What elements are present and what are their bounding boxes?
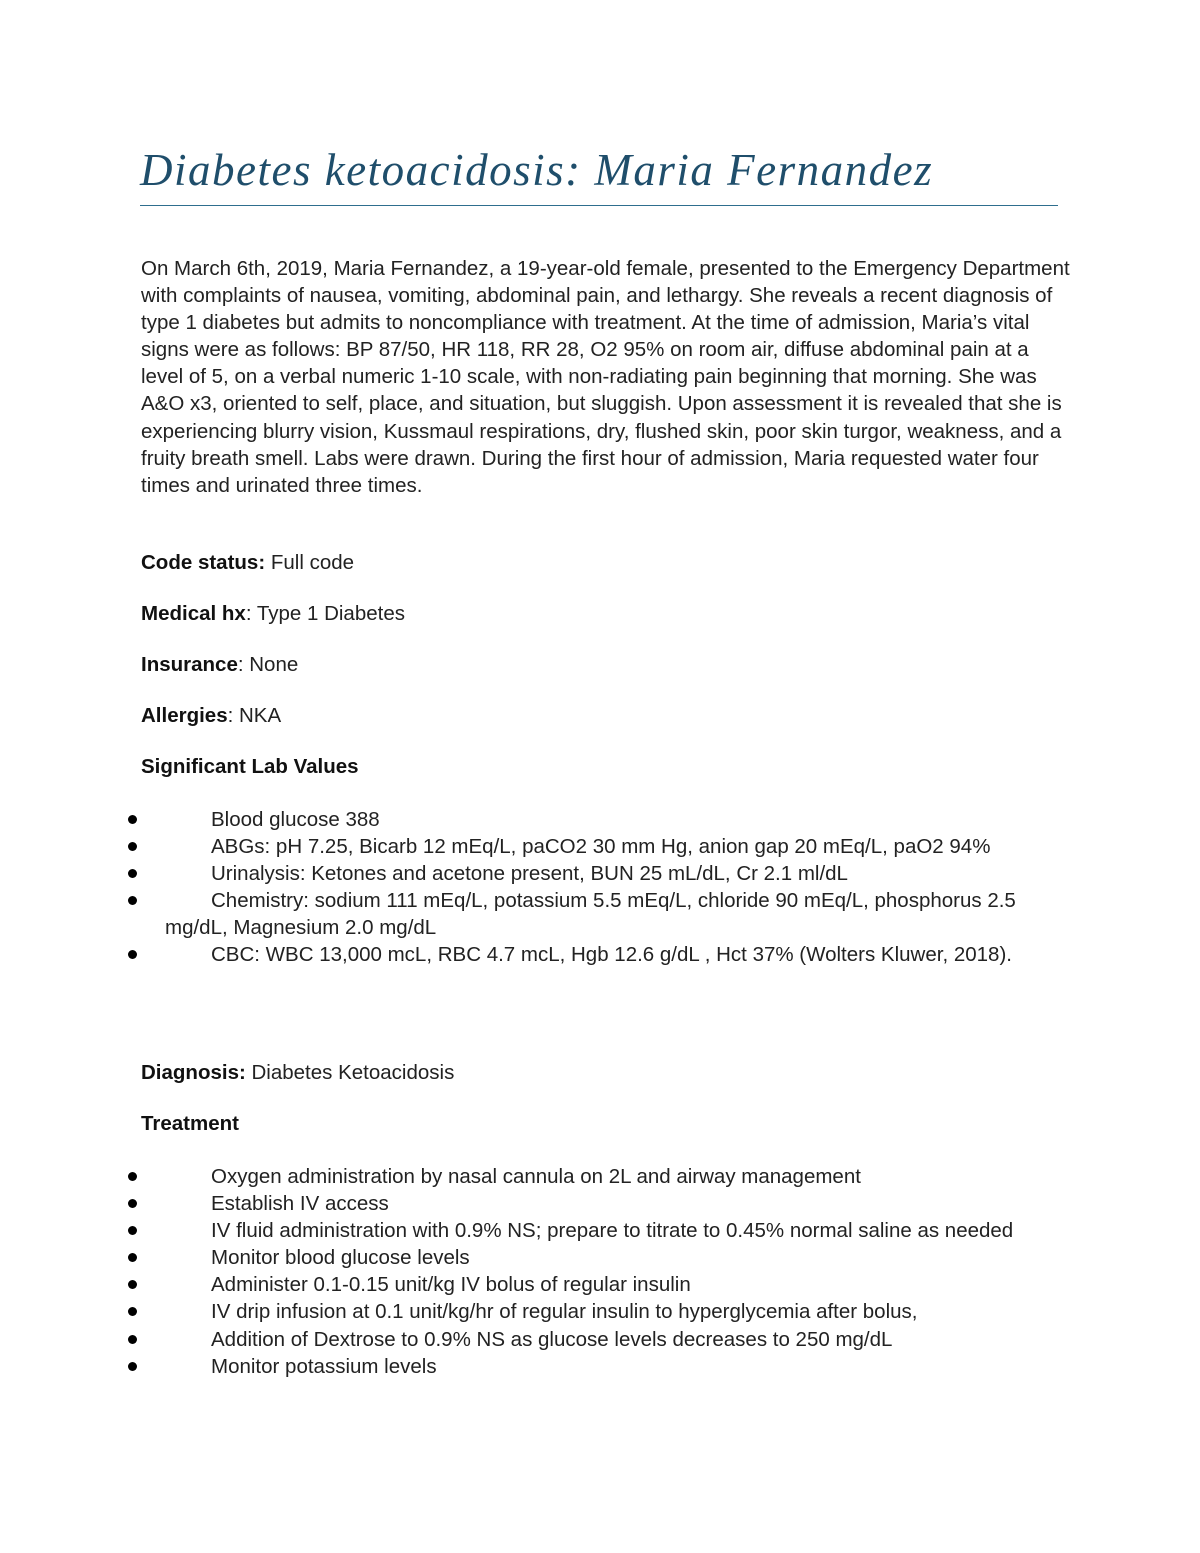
bullet-icon: [128, 1362, 137, 1371]
code-status-value: Full code: [265, 551, 355, 574]
lab-values-heading: Significant Lab Values: [141, 755, 359, 778]
list-item-text: CBC: WBC 13,000 mcL, RBC 4.7 mcL, Hgb 12.6 g/dL , Hct 37% (Wolters Kluwer, 2018).: [211, 943, 1012, 967]
medical-hx-line: [141, 600, 405, 627]
allergies-line: [141, 702, 281, 729]
bullet-icon: [128, 815, 137, 824]
bullet-icon: [128, 1307, 137, 1316]
list-item-text: Oxygen administration by nasal cannula on 2L and airway management: [211, 1165, 861, 1188]
bullet-icon: [128, 1253, 137, 1262]
list-item-text: Establish IV access: [211, 1192, 389, 1216]
list-item: [0, 1298, 1100, 1325]
list-item: [0, 806, 1100, 833]
insurance-label: Insurance: [141, 653, 238, 676]
list-item-text: Administer 0.1-0.15 unit/kg IV bolus of regular insulin: [211, 1273, 691, 1297]
list-item: [0, 833, 1100, 860]
bullet-icon: [128, 1280, 137, 1289]
list-item: [0, 1163, 1100, 1190]
document-title: Diabetes ketoacidosis: Maria Fernandez: [140, 145, 934, 195]
list-item: [0, 887, 1100, 941]
list-item: [0, 1244, 1100, 1271]
list-item: [0, 1271, 1100, 1298]
insurance-line: [141, 651, 298, 678]
list-item-text: Urinalysis: Ketones and acetone present, BUN 25 mL/dL, Cr 2.1 ml/dL: [211, 862, 848, 886]
treatment-heading: Treatment: [141, 1112, 239, 1135]
title-underline: [140, 205, 1058, 206]
list-item: [0, 1353, 1100, 1380]
bullet-icon: [128, 1335, 137, 1344]
allergies-label: Allergies: [141, 704, 228, 727]
lab-values-list: [0, 806, 1100, 969]
case-intro-paragraph: On March 6th, 2019, Maria Fernandez, a 19-year-old female, presented to the Emergency Department with complaints of nausea, vomiting, abdominal pain, and lethargy. She reveals a recent diagnosis of type 1 diabetes but admits to noncompliance with treatment. At the time of admission, Maria’s vital signs were as follows: BP 87/50, HR 118, RR 28, O2 95% on room air, diffuse abdominal pain at a level of 5, on a verbal numeric 1-10 scale, with non-radiating pain beginning that morning. She was A&O x3, oriented to self, place, and situation, but sluggish. Upon assessment it is revealed that she is experiencing blurry vision, Kussmaul respirations, dry, flushed skin, poor skin turgor, weakness, and a fruity breath smell. Labs were drawn. During the first hour of admission, Maria requested water four times and urinated three times.: [141, 257, 1070, 497]
bullet-icon: [128, 1199, 137, 1208]
list-item-text: IV drip infusion at 0.1 unit/kg/hr of regular insulin to hyperglycemia after bolus,: [211, 1300, 918, 1324]
medical-hx-value: : Type 1 Diabetes: [245, 602, 405, 625]
list-item: [0, 1190, 1100, 1217]
diagnosis-label: Diagnosis:: [141, 1061, 246, 1084]
list-item-text: ABGs: pH 7.25, Bicarb 12 mEq/L, paCO2 30 mm Hg, anion gap 20 mEq/L, paO2 94%: [211, 835, 991, 859]
list-item: [0, 1326, 1100, 1353]
code-status-line: [141, 549, 354, 576]
list-item: [0, 1217, 1100, 1244]
medical-hx-label: Medical hx: [141, 602, 246, 625]
list-item-text: Monitor blood glucose levels: [211, 1246, 470, 1270]
list-item-text: Chemistry: sodium 111 mEq/L, potassium 5.5 mEq/L, chloride 90 mEq/L, phosphorus 2.5 mg/dL, Magnesium 2.0 mg/dL: [165, 889, 1016, 940]
insurance-value: : None: [237, 653, 299, 676]
list-item: [0, 860, 1100, 887]
list-item-text: IV fluid administration with 0.9% NS; prepare to titrate to 0.45% normal saline as needed: [211, 1219, 1014, 1243]
bullet-icon: [128, 896, 137, 905]
treatment-list: [0, 1163, 1100, 1380]
bullet-icon: [128, 842, 137, 851]
bullet-icon: [128, 1226, 137, 1235]
list-item-text: Blood glucose 388: [211, 808, 380, 831]
bullet-icon: [128, 1172, 137, 1181]
bullet-icon: [128, 869, 137, 878]
list-item-text: Monitor potassium levels: [211, 1354, 437, 1378]
bullet-icon: [128, 950, 137, 959]
allergies-value: : NKA: [227, 704, 282, 727]
diagnosis-line: [141, 1059, 454, 1086]
list-item: [0, 941, 1100, 968]
code-status-label: Code status:: [141, 551, 266, 574]
diagnosis-value: Diabetes Ketoacidosis: [245, 1061, 455, 1084]
list-item-text: Addition of Dextrose to 0.9% NS as glucose levels decreases to 250 mg/dL: [211, 1327, 893, 1351]
